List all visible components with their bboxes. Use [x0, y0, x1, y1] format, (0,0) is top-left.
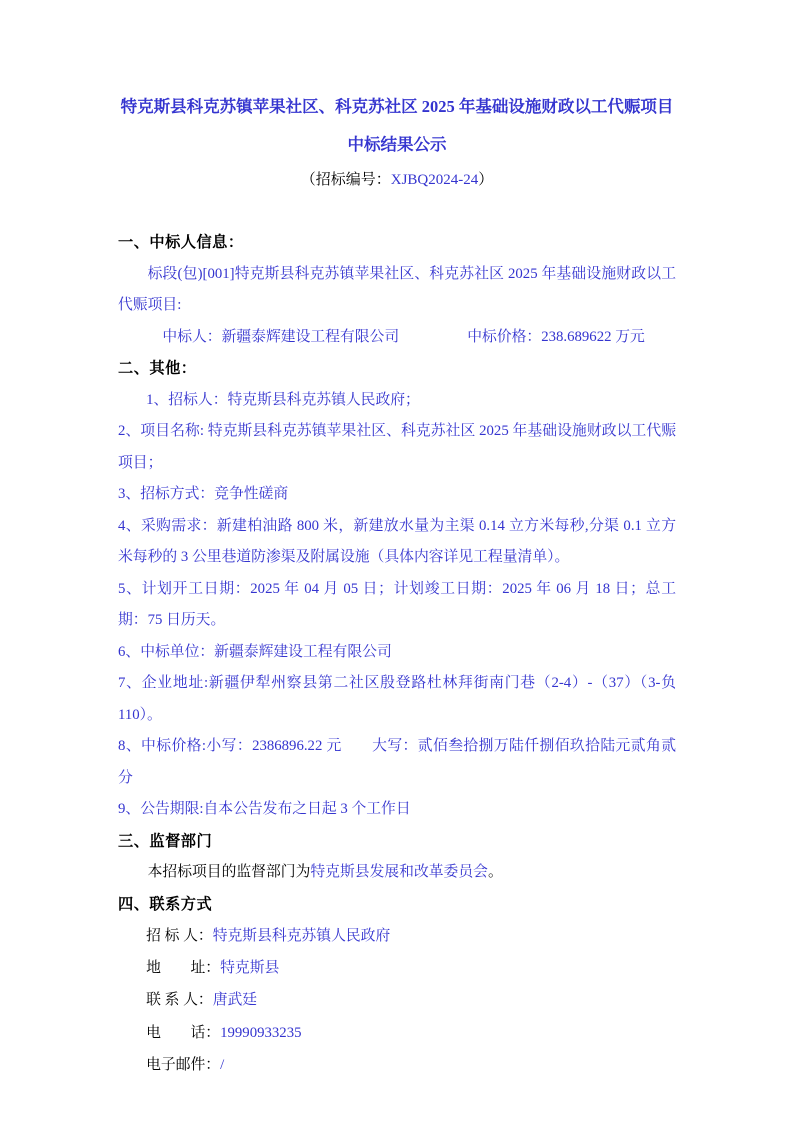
tender-number-line — [118, 164, 676, 196]
contact-label-person: 联 系 人： — [146, 992, 213, 1009]
contact-row-person — [118, 984, 676, 1016]
section-heading-supervision: 三、监督部门 — [118, 832, 213, 850]
other-item-1: 1、招标人：特克斯县科克苏镇人民政府； — [146, 391, 420, 408]
supervision-department: 特克斯县发展和改革委员会 — [310, 864, 488, 880]
package-line: 标段(包)[001]特克斯县科克苏镇苹果社区、科克苏社区 2025 年基础设施财政以工代赈项目: — [118, 265, 676, 313]
other-item-2: 2、项目名称: 特克斯县科克苏镇苹果社区、科克苏社区 2025 年基础设施财政以工代赈项目； — [118, 423, 676, 471]
tender-number-suffix: ） — [478, 172, 494, 188]
other-item-8: 8、中标价格:小写：2386896.22 元 大写：贰佰叁拾捌万陆仟捌佰玖拾陆元贰角贰分 — [118, 738, 676, 786]
document-title: 特克斯县科克苏镇苹果社区、科克苏社区 2025 年基础设施财政以工代赈项目中标结果公示 — [120, 97, 674, 154]
section-heading-other: 二、其他： — [118, 360, 197, 377]
winner-name: 中标人：新疆泰辉建设工程有限公司 — [162, 328, 400, 345]
supervision-line — [118, 857, 676, 889]
tender-number-value: XJBQ2024-24 — [390, 172, 479, 188]
section-heading-winner-info: 一、中标人信息： — [118, 234, 244, 251]
contact-label-phone: 电 话： — [146, 1024, 221, 1041]
supervision-suffix: 。 — [487, 864, 503, 880]
contact-row-email — [118, 1049, 676, 1081]
contact-row-address — [118, 952, 676, 984]
other-item-7: 7、企业地址:新疆伊犁州察县第二社区殷登路杜林拜街南门巷（2-4）-（37）（3-负 110）。 — [118, 675, 676, 723]
supervision-prefix: 本招标项目的监督部门为 — [147, 864, 311, 880]
other-item-3: 3、招标方式：竞争性磋商 — [118, 486, 289, 502]
tender-number-prefix: （招标编号： — [300, 172, 391, 188]
contact-label-address: 地 址： — [146, 960, 221, 977]
section-heading-contact: 四、联系方式 — [118, 895, 213, 913]
contact-label-tenderee: 招 标 人： — [146, 928, 213, 944]
contact-row-phone — [118, 1017, 676, 1049]
contact-value-phone: 19990933235 — [220, 1024, 302, 1041]
other-item-4: 4、采购需求：新建柏油路 800 米，新建放水量为主渠 0.14 立方米每秒,分渠 0.1 立方米每秒的 3 公里巷道防渗渠及附属设施（具体内容详见工程量清单）。 — [118, 517, 676, 565]
contact-value-person: 唐武廷 — [212, 992, 258, 1009]
contact-label-email: 电子邮件： — [146, 1056, 221, 1073]
contact-value-address: 特克斯县 — [220, 960, 280, 977]
contact-value-tenderee: 特克斯县科克苏镇人民政府 — [212, 928, 391, 944]
other-item-6: 6、中标单位：新疆泰辉建设工程有限公司 — [118, 643, 392, 660]
other-item-5: 5、计划开工日期：2025 年 04 月 05 日；计划竣工日期：2025 年 06 月 18 日；总工期：75 日历天。 — [118, 580, 676, 628]
contact-row-tenderee — [118, 920, 676, 952]
other-item-9: 9、公告期限:自本公告发布之日起 3 个工作日 — [118, 801, 411, 817]
winner-price: 中标价格：238.689622 万元 — [467, 328, 645, 345]
winner-price-line — [118, 322, 676, 354]
contact-value-email: / — [220, 1056, 225, 1073]
